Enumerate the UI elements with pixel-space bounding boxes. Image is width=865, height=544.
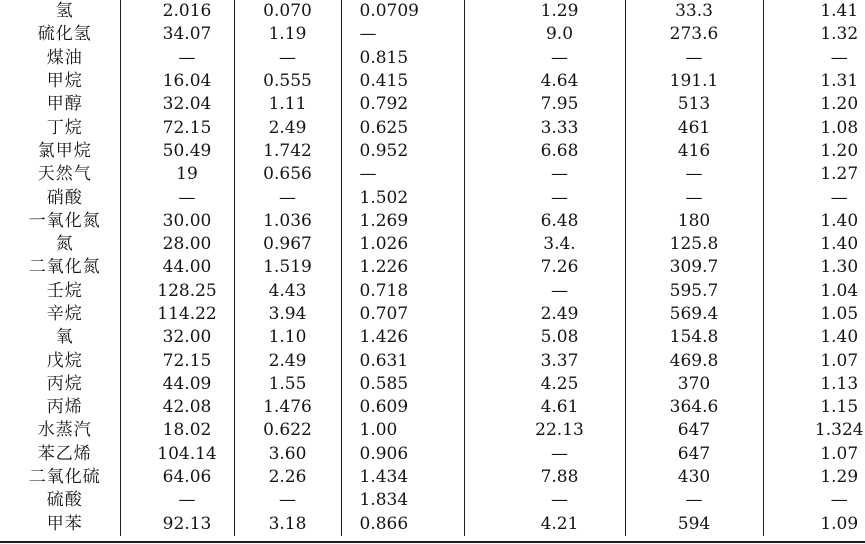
table-cell: 6.68 [464, 140, 625, 163]
table-cell: 18.02 [120, 419, 234, 442]
table-cell: 0.625 [341, 116, 464, 139]
table-cell: — [341, 163, 464, 186]
table-cell: 1.29 [763, 466, 865, 489]
table-cell: 44.09 [120, 373, 234, 396]
table-row [0, 466, 865, 489]
table-cell: 92.13 [120, 513, 234, 536]
table-cell: 4.61 [464, 396, 625, 419]
table-row [0, 210, 865, 233]
table-cell: 44.00 [120, 256, 234, 279]
substance-name-cell: 硫酸 [46, 490, 83, 511]
table-cell: 1.31 [763, 70, 865, 93]
substance-name-cell: 煤油 [46, 47, 83, 68]
table-cell: 1.05 [763, 303, 865, 326]
table-cell: 128.25 [120, 280, 234, 303]
table-cell: 2.49 [464, 303, 625, 326]
table-cell: — [464, 186, 625, 209]
table-cell: 1.04 [763, 280, 865, 303]
table-cell: — [120, 489, 234, 512]
table-row [0, 349, 865, 372]
table-cell: 1.036 [234, 210, 341, 233]
table-cell: 1.476 [234, 396, 341, 419]
table-cell: 1.40 [763, 233, 865, 256]
table-cell: 273.6 [625, 23, 763, 46]
table-cell: — [625, 186, 763, 209]
table-cell: 7.88 [464, 466, 625, 489]
substance-name-cell: 丁烷 [46, 117, 83, 138]
table-cell: 1.41 [763, 0, 865, 23]
table-cell: — [464, 163, 625, 186]
table-cell: 1.742 [234, 140, 341, 163]
table-cell: 32.04 [120, 93, 234, 116]
table-cell: 1.269 [341, 210, 464, 233]
table-cell: — [341, 23, 464, 46]
table-cell: — [464, 443, 625, 466]
table-cell: — [763, 186, 865, 209]
table-cell: 1.434 [341, 466, 464, 489]
table-cell: 594 [625, 513, 763, 536]
table-cell: 416 [625, 140, 763, 163]
table-cell: 154.8 [625, 326, 763, 349]
table-cell: 0.622 [234, 419, 341, 442]
table-cell: 1.15 [763, 396, 865, 419]
table-cell: 5.08 [464, 326, 625, 349]
table-cell: 1.834 [341, 489, 464, 512]
table-cell: 1.026 [341, 233, 464, 256]
table-cell: 469.8 [625, 349, 763, 372]
table-cell: 1.11 [234, 93, 341, 116]
table-cell: 0.952 [341, 140, 464, 163]
table-cell: 4.64 [464, 70, 625, 93]
table-cell: — [763, 47, 865, 70]
substance-name-cell: 氧 [55, 327, 74, 348]
table-cell: 1.426 [341, 326, 464, 349]
table-row [0, 0, 865, 23]
table-cell: 0.815 [341, 47, 464, 70]
table-row [0, 140, 865, 163]
table-row [0, 163, 865, 186]
table-cell: 16.04 [120, 70, 234, 93]
table-cell: 1.20 [763, 93, 865, 116]
table-cell: 2.26 [234, 466, 341, 489]
table-row [0, 326, 865, 349]
table-row [0, 116, 865, 139]
table-row [0, 280, 865, 303]
table-cell: — [464, 47, 625, 70]
substance-name-cell: 甲醇 [46, 94, 83, 115]
table-cell: 3.4. [464, 233, 625, 256]
table-cell: 3.60 [234, 443, 341, 466]
substance-name-cell: 壬烷 [46, 280, 83, 301]
table-cell: 191.1 [625, 70, 763, 93]
table-cell: 0.555 [234, 70, 341, 93]
substance-name-cell: 丙烷 [46, 373, 83, 394]
table-cell: 3.18 [234, 513, 341, 536]
substance-name-cell: 甲苯 [46, 513, 83, 534]
table-row [0, 186, 865, 209]
table-cell: 34.07 [120, 23, 234, 46]
table-cell: 6.48 [464, 210, 625, 233]
table-cell: 0.609 [341, 396, 464, 419]
table-row [0, 47, 865, 70]
substance-name-cell: 戊烷 [46, 350, 83, 371]
table-cell: 1.27 [763, 163, 865, 186]
table-cell: 1.32 [763, 23, 865, 46]
table-cell: 1.55 [234, 373, 341, 396]
table-cell: 430 [625, 466, 763, 489]
table-row [0, 70, 865, 93]
table-cell: 64.06 [120, 466, 234, 489]
table-cell: — [120, 186, 234, 209]
substance-name-cell: 硫化氢 [37, 24, 92, 45]
table-cell: 0.585 [341, 373, 464, 396]
table-cell: 2.49 [234, 349, 341, 372]
table-cell: 1.08 [763, 116, 865, 139]
table-cell: 9.0 [464, 23, 625, 46]
table-cell: 72.15 [120, 116, 234, 139]
table-cell: — [234, 489, 341, 512]
table-cell: — [120, 47, 234, 70]
table-cell: 33.3 [625, 0, 763, 23]
table-bottom-rule [0, 541, 865, 543]
table-cell: 32.00 [120, 326, 234, 349]
table-cell: 3.37 [464, 349, 625, 372]
substance-name-cell: 丙烯 [46, 397, 83, 418]
table-cell: 647 [625, 419, 763, 442]
table-cell: — [625, 47, 763, 70]
table-cell: 3.94 [234, 303, 341, 326]
table-cell: 0.415 [341, 70, 464, 93]
table-cell: 42.08 [120, 396, 234, 419]
table-cell: 0.906 [341, 443, 464, 466]
table-row [0, 443, 865, 466]
table-cell: 569.4 [625, 303, 763, 326]
table-cell: — [625, 489, 763, 512]
table-cell: 1.13 [763, 373, 865, 396]
substance-name-cell: 氢 [55, 1, 74, 22]
table-cell: 0.707 [341, 303, 464, 326]
table-cell: 104.14 [120, 443, 234, 466]
table-row [0, 233, 865, 256]
table-row [0, 419, 865, 442]
table-cell: 513 [625, 93, 763, 116]
table-cell: 1.10 [234, 326, 341, 349]
table-cell: 4.43 [234, 280, 341, 303]
table-cell: 461 [625, 116, 763, 139]
table-cell: — [234, 186, 341, 209]
table-cell: 1.40 [763, 326, 865, 349]
table-cell: 0.967 [234, 233, 341, 256]
table-cell: 180 [625, 210, 763, 233]
table-cell: 1.29 [464, 0, 625, 23]
substance-name-cell: 二氧化氮 [28, 257, 101, 278]
substance-name-cell: 甲烷 [46, 71, 83, 92]
table-cell: 1.40 [763, 210, 865, 233]
table-cell: 30.00 [120, 210, 234, 233]
substance-name-cell: 苯乙烯 [37, 443, 92, 464]
table-cell: 28.00 [120, 233, 234, 256]
substance-name-cell: 氮 [55, 234, 74, 255]
table-row [0, 489, 865, 512]
table-cell: 1.20 [763, 140, 865, 163]
table-cell: 0.792 [341, 93, 464, 116]
substance-name-cell: 水蒸汽 [37, 420, 92, 441]
table-cell: 7.95 [464, 93, 625, 116]
table-cell: 125.8 [625, 233, 763, 256]
table-cell: — [464, 489, 625, 512]
table-cell: 0.656 [234, 163, 341, 186]
table-cell: 4.25 [464, 373, 625, 396]
table-row [0, 396, 865, 419]
table-cell: 2.016 [120, 0, 234, 23]
table-cell: 3.33 [464, 116, 625, 139]
table-cell: 1.09 [763, 513, 865, 536]
table-cell: 50.49 [120, 140, 234, 163]
table-cell: 7.26 [464, 256, 625, 279]
table-cell: 19 [120, 163, 234, 186]
table-cell: — [625, 163, 763, 186]
table-row [0, 93, 865, 116]
substance-name-cell: 二氧化硫 [28, 467, 101, 488]
substance-name-cell: 辛烷 [46, 304, 83, 324]
table-cell: 0.631 [341, 349, 464, 372]
table-cell: 370 [625, 373, 763, 396]
table-cell: 0.070 [234, 0, 341, 23]
table-cell: 1.19 [234, 23, 341, 46]
substance-name-cell: 氯甲烷 [37, 140, 92, 161]
substance-name-cell: 一氧化氮 [28, 210, 101, 231]
table-cell: 309.7 [625, 256, 763, 279]
table-cell: 1.519 [234, 256, 341, 279]
table-cell: 114.22 [120, 303, 234, 326]
table-cell: 72.15 [120, 349, 234, 372]
table-row [0, 513, 865, 536]
table-cell: 1.00 [341, 419, 464, 442]
table-cell: — [464, 280, 625, 303]
table-cell: 4.21 [464, 513, 625, 536]
table-cell: 0.0709 [341, 0, 464, 23]
substance-name-cell: 天然气 [37, 164, 92, 185]
table-cell: 1.07 [763, 443, 865, 466]
table-cell: 1.324 [763, 419, 865, 442]
table-cell: 2.49 [234, 116, 341, 139]
table-cell: 1.226 [341, 256, 464, 279]
table-cell: 22.13 [464, 419, 625, 442]
table-cell: — [234, 47, 341, 70]
table-cell: 0.718 [341, 280, 464, 303]
table-row [0, 23, 865, 46]
table-cell: 1.502 [341, 186, 464, 209]
table-cell: 1.30 [763, 256, 865, 279]
table-cell: 0.866 [341, 513, 464, 536]
substance-name-cell: 硝酸 [46, 187, 83, 208]
table-cell: 1.07 [763, 349, 865, 372]
table-cell: 595.7 [625, 280, 763, 303]
table-cell: 647 [625, 443, 763, 466]
table-cell: — [763, 489, 865, 512]
table-row [0, 256, 865, 279]
table-row [0, 303, 865, 326]
table-row [0, 373, 865, 396]
table-cell: 364.6 [625, 396, 763, 419]
